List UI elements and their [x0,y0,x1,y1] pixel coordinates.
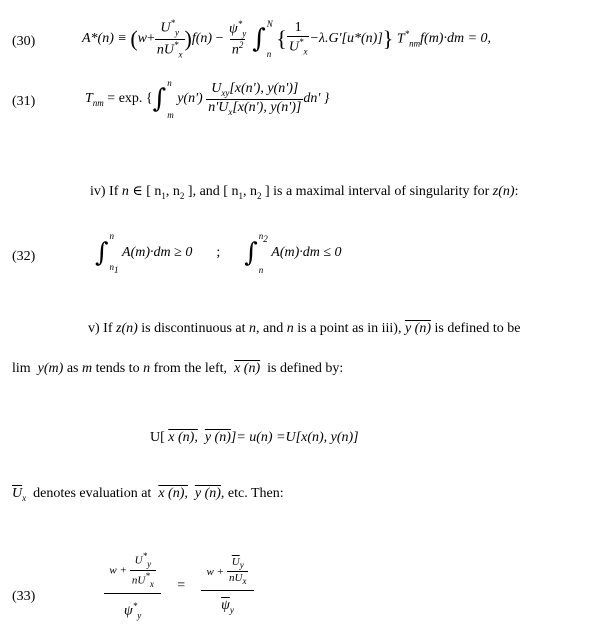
eq30 [82,14,491,64]
eq30-lhs: A*(n) ≡ [82,31,127,46]
eq33-rhs: w + $\frac{\overline{U}_y}{\overline{nU}_x}$ $\overline{\psi}_y$ [201,557,254,615]
eq30-T: $T^*_{nm}$ [396,29,421,49]
eq31-frac: $\frac{U_{xy}[x(n'), y(n')]}{n'U_x[x(n'), y(n')]}$ [208,80,302,117]
eq31-exp: = exp. { [107,91,153,106]
eq30-lparen: ( [130,26,138,51]
eq30-lambda: −λ.G'[u*(n)] [309,31,383,46]
eq32-number: (32) [12,249,36,264]
eq32-integral-1: ∫ n $n_1$ [95,231,119,275]
eq31-T: $T_{nm}$ [85,90,104,108]
eq31-tail: dn' } [303,91,330,106]
eq30-lbrace: { [276,26,287,51]
eq30-fn: f(n) [191,31,213,46]
eq33 [104,540,254,632]
eq30-integral: ∫ N n [252,19,273,59]
eq30-number: (30) [12,34,36,49]
eq30-rbrace: } [382,26,394,51]
para-iv: iv) If n ∈ [ $n_1$, $n_2$ ], and [ $n_1$, $n_2$ ] is a maximal interval of singularity for z(n): [90,184,519,201]
eq32-sep: ; [216,245,221,260]
eq-U: U[ x (n), y (n)]= u(n) =U[x(n), y(n)] [150,430,359,445]
eq30-rparen: ) [184,26,192,51]
eq32-integral-2: ∫ $n_2$ n [244,231,268,275]
eq31-number: (31) [12,94,36,109]
eq32-A1: A(m)·dm ≥ 0 [122,245,193,260]
eq32 [95,226,342,280]
eq32-A2: A(m)·dm ≤ 0 [271,245,342,260]
eq30-frac1: $\frac{U^*_y}{nU^*_x}$ [156,18,183,59]
para-v-line1: v) If z(n) is discontinuous at n, and n is a point as in iii), y (n) is defined to be [88,321,521,336]
eq30-tail: f(m)·dm = 0, [420,31,492,46]
para-Ux: $\overline{U}_x$ denotes evaluation at x (n), y (n), etc. Then: [12,486,284,503]
eq31 [85,72,329,126]
eq31-y: y(n') [177,91,203,106]
eq30-minus: − [215,31,224,46]
eq30-frac2: $\frac{\psi^*_y}{n^2}$ [228,18,247,59]
eq31-integral: ∫ n m [152,78,174,120]
para-v-line2: lim y(m) as m tends to n from the left, x (n) is defined by: [12,361,344,376]
eq33-equals: = [177,578,186,593]
eq30-frac3: $\frac{1}{U^*_x}$ [288,20,308,57]
eq30-w: w [137,31,147,46]
eq30-plus: + [147,31,155,46]
eq33-number: (33) [12,589,36,604]
eq33-lhs: w + $\frac{U^*_y}{nU^*_x}$ $\psi^*_y$ [104,552,161,620]
